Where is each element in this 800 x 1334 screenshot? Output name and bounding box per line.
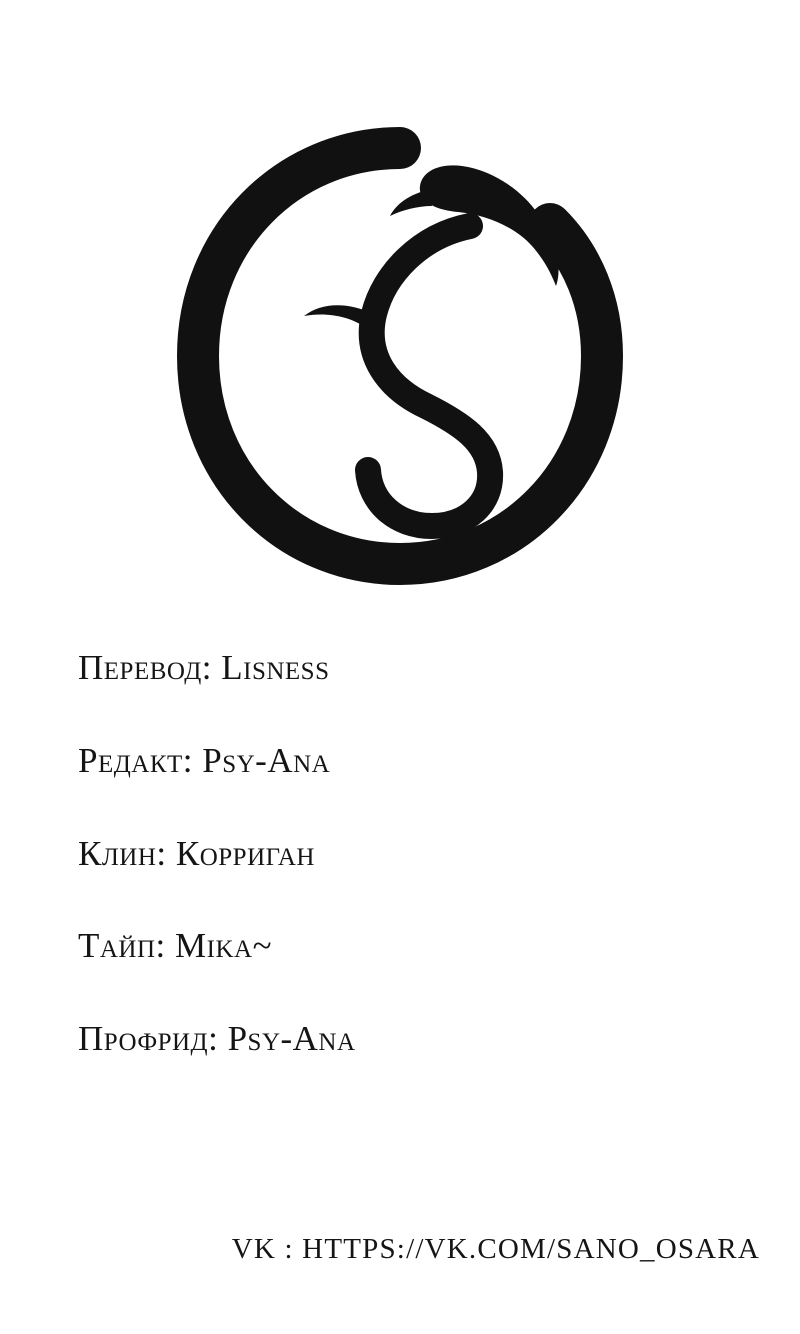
credit-line-clean: Клин: Корриган [78, 833, 315, 873]
logo-container [0, 96, 800, 616]
credit-line-proofread: Профрид: Psy-Ana [78, 1019, 356, 1058]
ouroboros-snake-logo [170, 106, 630, 606]
credit-line-translation: Перевод: Lisness [78, 648, 330, 687]
credit-line-edit: Редакт: Psy-Ana [78, 740, 331, 780]
vk-link[interactable]: VK : HTTPS://VK.COM/SANO_OSARA [231, 1233, 760, 1265]
credits-list [78, 650, 718, 1114]
credit-line-typeset: Тайп: Mika~ [78, 926, 273, 966]
footer [0, 1233, 760, 1266]
